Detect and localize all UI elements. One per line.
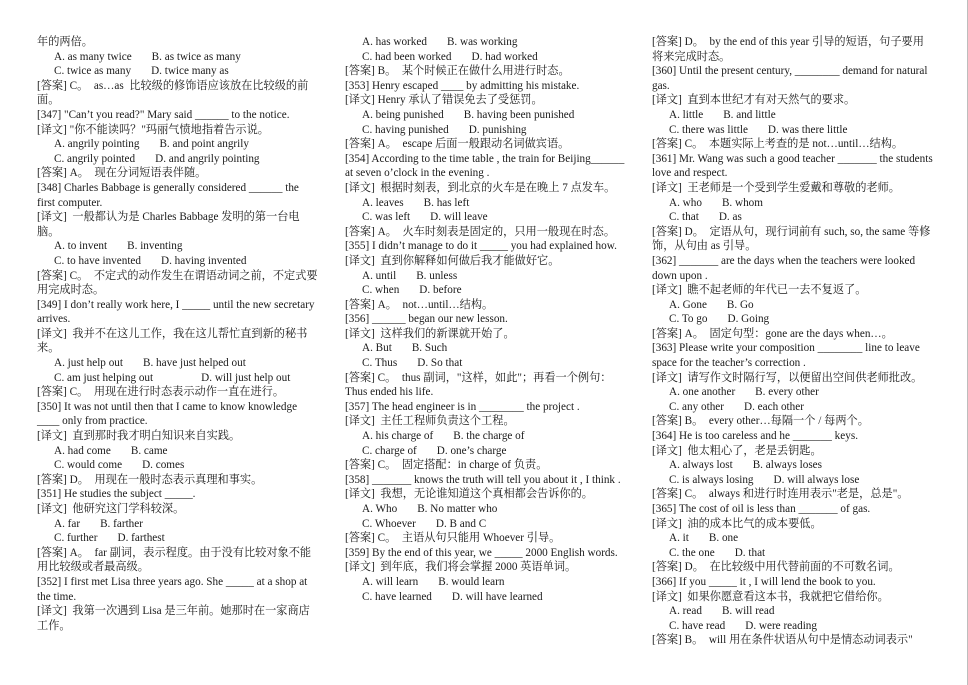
question-text: [364] He is too careless and he _______ keys. xyxy=(652,430,858,443)
option-left: A. Gone xyxy=(669,298,707,311)
option-right: D. punishing xyxy=(468,123,527,136)
answer-explanation: [答案] D。 用现在一般时态表示真理和事实。 xyxy=(37,473,263,486)
option-left: C. that xyxy=(669,211,699,224)
question-text: [365] The cost of oil is less than _______ of gas. xyxy=(652,503,871,515)
option-right: D. will just help out xyxy=(201,371,291,384)
question-text: [363] Please write your composition ________ line to leave space for the teacher’s correction . xyxy=(652,342,923,370)
answer-explanation: [答案] B。 某个时候正在做什么用进行时态。 xyxy=(345,65,570,78)
answer-explanation: [答案] C。 本题实际上考查的是 not…until…结构。 xyxy=(652,138,904,151)
option-left: A. to invent xyxy=(54,240,108,253)
answer-explanation: [答案] B。 every other…每隔一个 / 每两个。 xyxy=(652,415,869,428)
answer-options-row xyxy=(652,604,934,619)
answer-options-row xyxy=(652,196,934,211)
option-right: B. has left xyxy=(423,196,470,209)
option-left: A. But xyxy=(362,342,392,355)
option-right: D. was there little xyxy=(767,123,848,136)
question-text: [356] ______ began our new lesson. xyxy=(345,313,508,326)
answer-options-row xyxy=(345,341,627,356)
option-left: A. leaves xyxy=(362,196,404,209)
translation-text: [译文] 如果你愿意看这本书，我就把它借给你。 xyxy=(652,590,889,603)
option-left: C. is always losing xyxy=(669,473,754,486)
option-left: A. little xyxy=(669,108,704,121)
option-right: B. having been punished xyxy=(463,108,575,121)
option-right: D. having invented xyxy=(161,254,247,267)
answer-options-row xyxy=(345,575,627,590)
option-right: B. and little xyxy=(723,108,776,121)
option-right: B. every other xyxy=(755,386,819,399)
question-text: [349] I don’t really work here, I _____ until the new secretary arrives. xyxy=(37,298,318,326)
translation-text: [译文] 主任工程师负责这个工程。 xyxy=(345,415,515,428)
option-right: B. Such xyxy=(411,342,448,355)
answer-options-row xyxy=(345,429,627,444)
translation-text: [译文] 到年底，我们将会掌握 2000 英语单词。 xyxy=(345,561,577,574)
translation-text: [译文] 直到那时我才明白知识来自实践。 xyxy=(37,430,241,443)
column-3 xyxy=(652,35,934,648)
option-right: D. as xyxy=(718,211,742,224)
option-right: D. one’s charge xyxy=(436,444,507,457)
answer-options-row xyxy=(37,239,319,254)
question-text: [353] Henry escaped ____ by admitting his mistake. xyxy=(345,79,580,92)
answer-options-row xyxy=(652,385,934,400)
translation-text: [译文] 直到本世纪才有对天然气的要求。 xyxy=(652,94,856,107)
option-left: A. Who xyxy=(362,503,398,515)
option-right: B. would learn xyxy=(438,575,505,588)
option-right: D. had worked xyxy=(471,50,538,63)
option-left: A. as many twice xyxy=(54,50,132,63)
option-right: B. farther xyxy=(100,517,143,530)
option-right: B. will read xyxy=(721,605,775,618)
question-text: [366] If you _____ it , I will lend the book to you. xyxy=(652,575,876,588)
answer-explanation: [答案] C。 thus 副词，"这样，如此"；再看一个例句：Thus ended his life. xyxy=(345,371,612,399)
translation-text: [译文] 瞧不起老师的年代已一去不复返了。 xyxy=(652,284,867,297)
option-left: A. will learn xyxy=(362,575,419,588)
answer-options-row xyxy=(345,196,627,211)
option-left: C. the one xyxy=(669,546,715,559)
answer-options-row xyxy=(345,35,627,50)
translation-text: [译文] 一般都认为是 Charles Babbage 发明的第一台电脑。 xyxy=(37,211,300,238)
answer-options-row xyxy=(345,444,627,459)
answer-options-row xyxy=(37,64,319,79)
option-left: C. having punished xyxy=(362,123,449,136)
option-left: C. when xyxy=(362,284,400,297)
translation-text: [译文] "你不能读吗？"玛丽气愤地指着告示说。 xyxy=(37,123,269,136)
option-right: B. as twice as many xyxy=(151,50,241,63)
answer-explanation: [答案] D。 定语从句，现行词前有 such, so, the same 等修饰，从句由 as 引导。 xyxy=(652,225,931,253)
question-text: [355] I didn’t manage to do it _____ you had explained how. xyxy=(345,240,617,253)
translation-text: [译文] 我并不在这儿工作，我在这儿帮忙直到新的秘书来。 xyxy=(37,327,308,355)
question-text: [347] "Can’t you read?" Mary said ______ to the notice. xyxy=(37,108,290,121)
answer-options-row xyxy=(345,123,627,138)
option-right: D. B and C xyxy=(435,517,487,530)
answer-options-row xyxy=(37,356,319,371)
question-text: [354] According to the time table , the train for Beijing______ at seven o’clock in the evening . xyxy=(345,152,628,180)
question-text: [360] Until the present century, ________ demand for natural gas. xyxy=(652,65,931,92)
answer-options-row xyxy=(652,210,934,225)
option-left: C. twice as many xyxy=(54,65,132,78)
option-right: B. and point angrily xyxy=(159,138,249,151)
answer-options-row xyxy=(37,152,319,167)
answer-explanation: [答案] A。 火车时刻表是固定的，只用一般现在时态。 xyxy=(345,225,616,238)
option-right: D. farthest xyxy=(117,532,165,545)
option-left: A. just help out xyxy=(54,357,123,370)
option-right: D. and angrily pointing xyxy=(155,152,260,165)
answer-options-row xyxy=(345,517,627,532)
question-text: [348] Charles Babbage is generally considered ______ the first computer. xyxy=(37,181,302,209)
option-right: B. inventing xyxy=(127,240,183,253)
option-right: B. one xyxy=(708,532,739,545)
option-left: C. To go xyxy=(669,313,708,326)
option-left: A. far xyxy=(54,517,81,530)
option-left: A. one another xyxy=(669,386,736,399)
answer-options-row xyxy=(37,137,319,152)
answer-explanation: [答案] A。 not…until…结构。 xyxy=(345,298,494,311)
answer-explanation: [答案] C。 主语从句只能用 Whoever 引导。 xyxy=(345,532,561,545)
option-right: D. Going xyxy=(727,313,770,326)
answer-explanation: [答案] A。 现在分词短语表伴随。 xyxy=(37,167,207,180)
translation-text: [译文] 我第一次遇到 Lisa 是三年前。她那时在一家商店工作。 xyxy=(37,605,310,632)
option-right: D. So that xyxy=(417,357,463,370)
option-right: B. was working xyxy=(446,36,518,48)
answer-options-row xyxy=(345,356,627,371)
option-left: A. had come xyxy=(54,444,111,457)
option-right: D. will have learned xyxy=(451,590,543,603)
answer-options-row xyxy=(37,531,319,546)
option-left: A. his charge of xyxy=(362,430,434,443)
answer-options-row xyxy=(37,444,319,459)
option-left: C. Whoever xyxy=(362,517,416,530)
option-left: A. angrily pointing xyxy=(54,138,140,151)
answer-explanation: [答案] B。 will 用在条件状语从句中是情态动词表示" xyxy=(652,634,913,647)
option-right: B. have just helped out xyxy=(143,357,246,370)
translation-text: [译文] 油的成本比气的成本要低。 xyxy=(652,517,822,530)
answer-options-row xyxy=(37,517,319,532)
option-right: D. will always lose xyxy=(773,473,860,486)
answer-options-row xyxy=(652,123,934,138)
option-right: B. unless xyxy=(416,269,458,282)
answer-options-row xyxy=(37,50,319,65)
option-right: D. that xyxy=(734,546,766,559)
answer-options-row xyxy=(652,298,934,313)
option-right: D. were reading xyxy=(745,619,817,632)
option-right: B. Go xyxy=(726,298,754,311)
answer-explanation: [答案] C。 用现在进行时态表示动作一直在进行。 xyxy=(37,386,285,399)
answer-explanation: [答案] A。 固定句型：gone are the days when…。 xyxy=(652,327,893,340)
answer-options-row xyxy=(652,619,934,634)
option-left: C. have read xyxy=(669,619,726,632)
translation-text: [译文] 根据时刻表，到北京的火车是在晚上 7 点发车。 xyxy=(345,181,616,194)
answer-options-row xyxy=(37,254,319,269)
option-left: A. read xyxy=(669,605,702,618)
answer-options-row xyxy=(652,473,934,488)
option-right: D. will leave xyxy=(430,211,488,224)
question-text: [361] Mr. Wang was such a good teacher _______ the students love and respect. xyxy=(652,152,936,180)
answer-options-row xyxy=(37,371,319,386)
question-text: [351] He studies the subject _____. xyxy=(37,488,196,501)
answer-options-row xyxy=(652,400,934,415)
answer-options-row xyxy=(37,458,319,473)
translation-text: [译文] 请写作文时隔行写，以便留出空间供老师批改。 xyxy=(652,371,923,384)
answer-explanation: [答案] A。 far 副词，表示程度。由于没有比较对象不能用比较级或者最高级。 xyxy=(37,546,312,574)
option-left: A. has worked xyxy=(362,36,427,48)
option-left: A. who xyxy=(669,196,702,209)
translation-text: [译文] 我想，无论谁知道这个真相都会告诉你的。 xyxy=(345,488,593,501)
question-text: [350] It was not until then that I came to know knowledge ____ only from practice. xyxy=(37,400,300,428)
option-left: C. was left xyxy=(362,211,411,224)
option-left: C. charge of xyxy=(362,444,417,457)
answer-explanation: [答案] D。 在比较级中用代替前面的不可数名词。 xyxy=(652,561,900,574)
option-left: A. always lost xyxy=(669,459,733,472)
column-1 xyxy=(37,35,319,633)
question-text: [357] The head engineer is in ________ the project . xyxy=(345,400,580,413)
question-text: [352] I first met Lisa three years ago. She _____ at a shop at the time. xyxy=(37,575,311,603)
question-text: [358] _______ knows the truth will tell you about it , I think . xyxy=(345,473,621,486)
question-text: [362] _______ are the days when the teachers were looked down upon . xyxy=(652,254,918,282)
answer-options-row xyxy=(652,312,934,327)
translation-text: [译文] 王老师是一个受到学生爱戴和尊敬的老师。 xyxy=(652,181,900,194)
answer-explanation: [答案] C。 always 和进行时连用表示"老是，总是"。 xyxy=(652,488,909,501)
answer-explanation: [答案] D。 by the end of this year 引导的短语，句子要用将来完成时态。 xyxy=(652,36,924,63)
option-left: C. any other xyxy=(669,400,724,413)
answer-explanation: [答案] C。 固定搭配：in charge of 负责。 xyxy=(345,459,548,472)
translation-text: [译文] 直到你解释如何做后我才能做好它。 xyxy=(345,254,560,267)
answer-options-row xyxy=(345,108,627,123)
answer-options-row xyxy=(652,458,934,473)
question-text: [359] By the end of this year, we _____ 2000 English words. xyxy=(345,546,618,559)
body-text: 年的两倍。 xyxy=(37,36,93,48)
option-left: C. further xyxy=(54,532,98,545)
answer-options-row xyxy=(345,283,627,298)
translation-text: [译文] 他太粗心了，老是丢钥匙。 xyxy=(652,444,822,457)
answer-options-row xyxy=(652,108,934,123)
option-right: D. twice many as xyxy=(151,65,229,78)
option-right: B. came xyxy=(130,444,168,457)
option-left: C. have learned xyxy=(362,590,432,603)
option-right: B. No matter who xyxy=(417,503,498,515)
answer-options-row xyxy=(345,502,627,517)
option-left: C. would come xyxy=(54,459,123,472)
option-right: B. the charge of xyxy=(453,430,525,443)
translation-text: [译文] 这样我们的新课就开始了。 xyxy=(345,327,515,340)
answer-options-row xyxy=(345,50,627,65)
option-left: C. am just helping out xyxy=(54,371,154,384)
column-2 xyxy=(345,35,627,604)
option-right: D. each other xyxy=(744,400,804,413)
option-right: B. whom xyxy=(721,196,763,209)
answer-explanation: [答案] C。 as…as 比较级的修饰语应该放在比较级的前面。 xyxy=(37,79,309,107)
answer-explanation: [答案] A。 escape 后面一般跟动名词做宾语。 xyxy=(345,138,570,151)
option-left: C. angrily pointed xyxy=(54,152,136,165)
option-left: C. to have invented xyxy=(54,254,141,267)
answer-options-row xyxy=(345,590,627,605)
translation-text: [译文] Henry 承认了错误免去了受惩罚。 xyxy=(345,94,543,107)
option-left: C. Thus xyxy=(362,357,398,370)
option-left: A. it xyxy=(669,532,689,545)
option-left: A. being punished xyxy=(362,108,444,121)
option-right: B. always loses xyxy=(752,459,822,472)
answer-options-row xyxy=(652,546,934,561)
option-right: D. comes xyxy=(142,459,185,472)
answer-options-row xyxy=(345,210,627,225)
option-left: C. there was little xyxy=(669,123,748,136)
option-left: C. had been worked xyxy=(362,50,452,63)
answer-explanation: [答案] C。 不定式的动作发生在谓语动词之前，不定式要用完成时态。 xyxy=(37,269,318,297)
translation-text: [译文] 他研究这门学科较深。 xyxy=(37,503,185,515)
option-right: D. before xyxy=(419,284,462,297)
answer-options-row xyxy=(652,531,934,546)
answer-options-row xyxy=(345,269,627,284)
option-left: A. until xyxy=(362,269,397,282)
